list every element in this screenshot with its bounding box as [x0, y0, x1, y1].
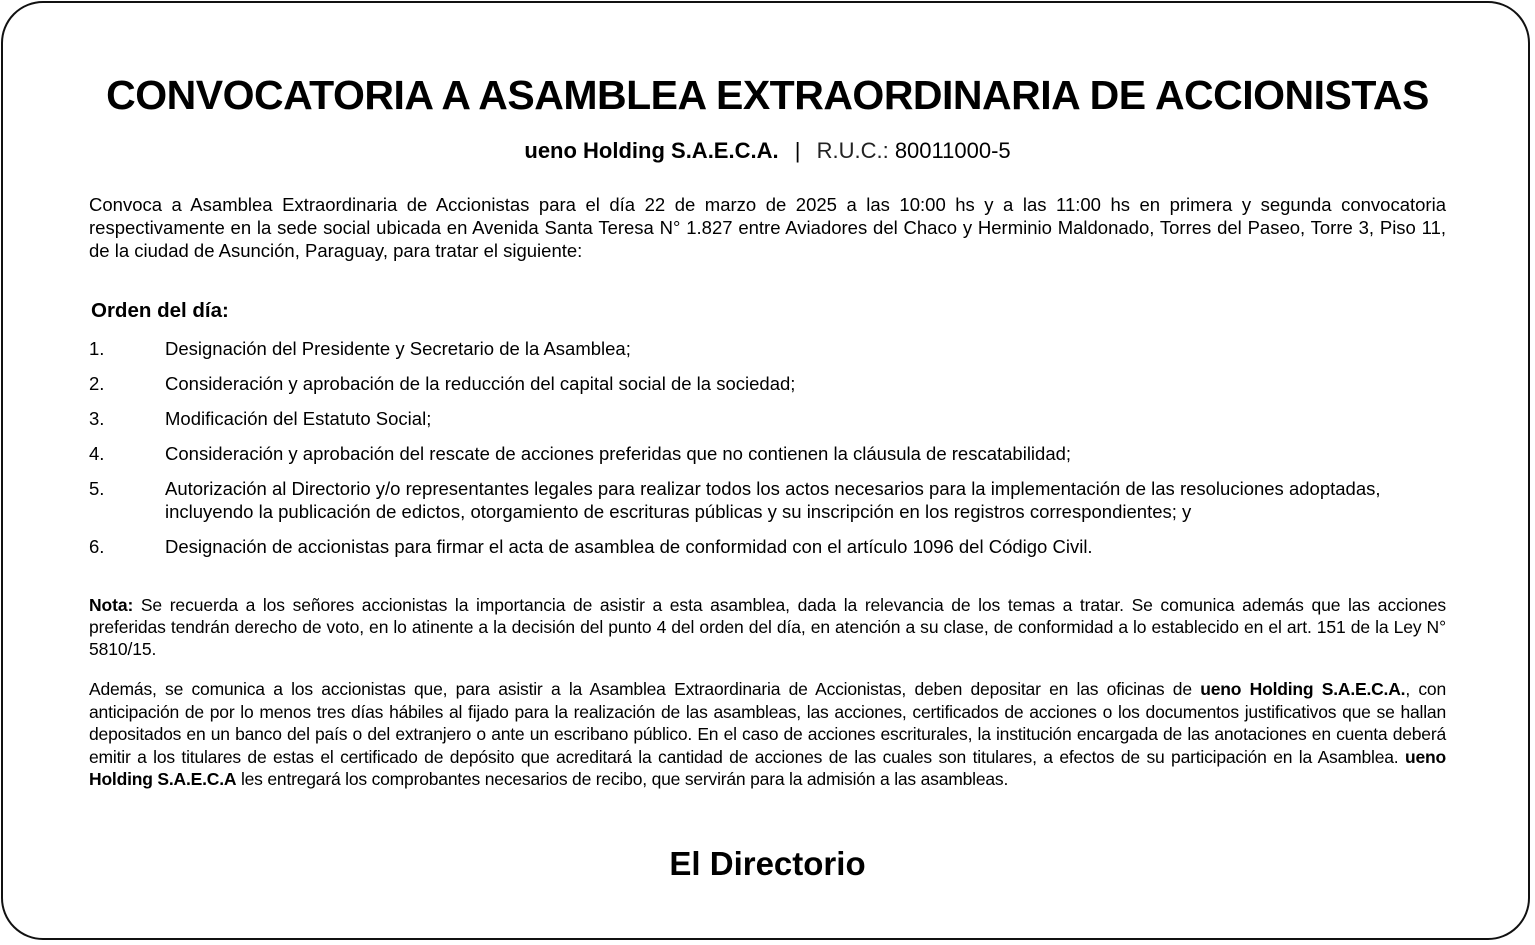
orden-item-text: Consideración y aprobación de la reducción del capital social de la sociedad; [165, 373, 796, 394]
ruc-value: 80011000-5 [894, 138, 1011, 163]
signature: El Directorio [669, 845, 866, 882]
orden-item-text: Autorización al Directorio y/o representantes legales para realizar todos los actos necesarios para la implementación de las resoluciones adoptadas, incluyendo la publicación de edictos, otorgamiento de escrituras públicas y su inscripción en los registros correspondientes; y [165, 478, 1381, 522]
orden-item-number: 3. [89, 408, 105, 429]
ademas-paragraph [89, 678, 1446, 791]
nota-label: Nota: [89, 595, 134, 615]
orden-item [89, 334, 1449, 360]
ademas-text-part1: Además, se comunica a los accionistas que, para asistir a la Asamblea Extraordinaria de Accionistas, deben depositar en las oficinas de [89, 679, 1201, 699]
ademas-text-part3: les entregará los comprobantes necesarios de recibo, que servirán para la admisión a las asambleas. [236, 769, 1009, 789]
orden-item [89, 532, 1449, 558]
orden-item [89, 404, 1449, 430]
ademas-company-name-2: ueno Holding S.A.E.C.A [89, 746, 1446, 789]
separator: | [794, 138, 801, 163]
orden-item-number: 6. [89, 536, 105, 557]
ademas-text-part2: , con anticipación de por lo menos tres días hábiles al fijado para la realización de las asambleas, las acciones, certificados de acciones o los documentos justificativos que se hallan depositados en un banco del país o del extranjero o ante un escribano público. En el caso de acciones escriturales, la institución encargada de las anotaciones en cuenta deberá emitir a los titulares de estas el certificado de depósito que acreditará la cantidad de acciones de las cuales son titulares, a efectos de su participación en la Asamblea. [89, 679, 1446, 767]
ademas-company-name: ueno Holding S.A.E.C.A. [1200, 679, 1406, 699]
orden-item-text: Consideración y aprobación del rescate de acciones preferidas que no contienen la cláusula de rescatabilidad; [165, 443, 1072, 464]
nota-text: Se recuerda a los señores accionistas la importancia de asistir a esta asamblea, dada la relevancia de los temas a tratar. Se comunica además que las acciones preferidas tendrán derecho de voto, en lo atinente a la decisión del punto 4 del orden del día, en atención a su clase, de conformidad a lo establecido en el art. 151 de la Ley N° 5810/15. [89, 595, 1446, 659]
orden-item-number: 2. [89, 373, 105, 394]
orden-item-number: 1. [89, 338, 105, 359]
company-line [0, 136, 1535, 166]
orden-item-text: Designación del Presidente y Secretario de la Asamblea; [165, 338, 631, 359]
orden-item-text: Designación de accionistas para firmar el acta de asamblea de conformidad con el artículo 1096 del Código Civil. [165, 536, 1093, 557]
orden-item-number: 5. [89, 478, 105, 499]
ruc-label: R.U.C.: [816, 138, 889, 163]
orden-del-dia-heading: Orden del día: [91, 299, 229, 322]
orden-item [89, 439, 1449, 465]
document-title: CONVOCATORIA A ASAMBLEA EXTRAORDINARIA DE ACCIONISTAS [106, 72, 1429, 118]
nota-paragraph [89, 594, 1446, 660]
orden-item-text: Modificación del Estatuto Social; [165, 408, 432, 429]
intro-paragraph: Convoca a Asamblea Extraordinaria de Accionistas para el día 22 de marzo de 2025 a las 10:00 hs y a las 11:00 hs en primera y segunda convocatoria respectivamente en la sede social ubicada en Avenida Santa Teresa N° 1.827 entre Aviadores del Chaco y Herminio Maldonado, Torres del Paseo, Torre 3, Piso 11, de la ciudad de Asunción, Paraguay, para tratar el siguiente: [89, 194, 1446, 261]
orden-item [89, 474, 1449, 523]
orden-item [89, 369, 1449, 395]
orden-item-number: 4. [89, 443, 105, 464]
company-name: ueno Holding S.A.E.C.A. [524, 138, 779, 163]
orden-del-dia-list [89, 334, 1449, 567]
